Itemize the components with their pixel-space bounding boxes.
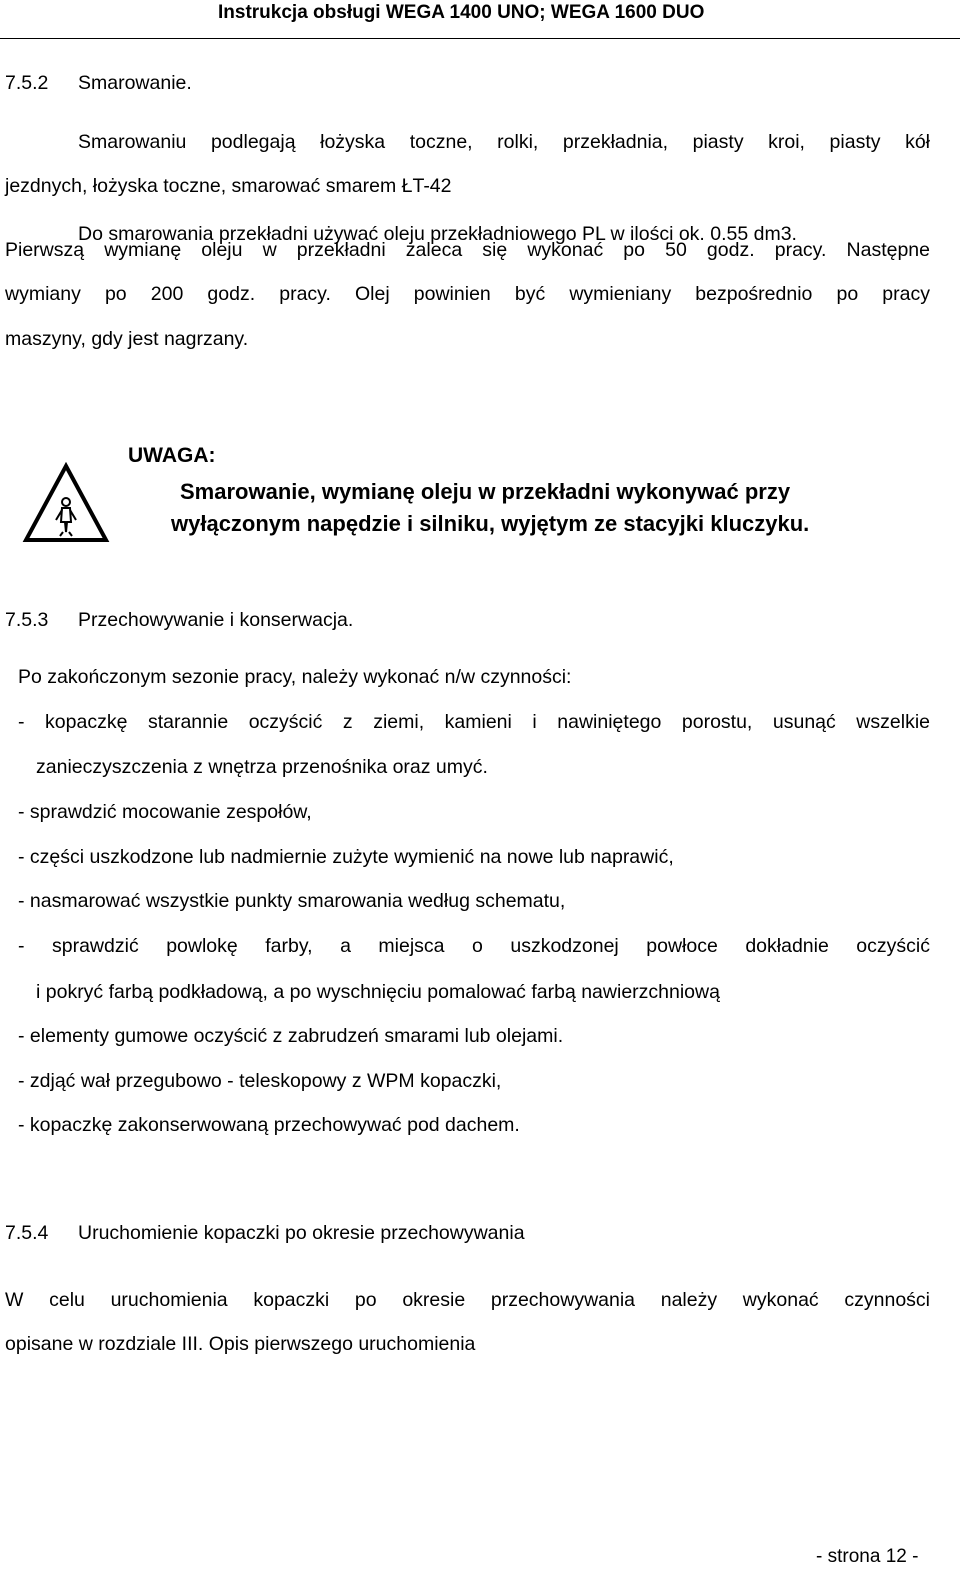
section-754-number: 7.5.4 [5, 1222, 49, 1244]
section-753-intro: Po zakończonym sezonie pracy, należy wykonać n/w czynności: [18, 666, 572, 688]
section-752-paragraph-2-line-3: wymiany po 200 godz. pracy. Olej powinien być wymieniany bezpośrednio po pracy [5, 283, 930, 305]
header-rule [0, 38, 960, 39]
section-752-number: 7.5.2 [5, 72, 49, 94]
list-item-3: - części uszkodzone lub nadmiernie zużyte wymienić na nowe lub naprawić, [18, 846, 674, 868]
section-752-title: Smarowanie. [78, 72, 192, 94]
list-item-1-line-2: zanieczyszczenia z wnętrza przenośnika oraz umyć. [36, 756, 488, 778]
section-752-paragraph-2-line-2: Pierwszą wymianę oleju w przekładni zaleca się wykonać po 50 godz. pracy. Następne [5, 239, 930, 261]
list-item-6: - elementy gumowe oczyścić z zabrudzeń smarami lub olejami. [18, 1025, 564, 1047]
warning-text-line-2: wyłączonym napędzie i silniku, wyjętym ze stacyjki kluczyku. [171, 511, 810, 536]
list-item-2: - sprawdzić mocowanie zespołów, [18, 801, 312, 823]
list-item-4: - nasmarować wszystkie punkty smarowania według schematu, [18, 890, 566, 912]
section-752-paragraph-2-line-1: Do smarowania przekładni używać oleju przekładniowego PL w ilości ok. 0.55 dm3. [78, 223, 797, 245]
section-752-paragraph-2-line-4: maszyny, gdy jest nagrzany. [5, 328, 249, 350]
page-number: - strona 12 - [816, 1546, 919, 1567]
list-item-5-line-2: i pokryć farbą podkładową, a po wyschnięciu pomalować farbą nawierzchniową [36, 981, 720, 1003]
section-753-number: 7.5.3 [5, 609, 49, 631]
document-header: Instrukcja obsługi WEGA 1400 UNO; WEGA 1600 DUO [218, 2, 705, 23]
list-item-1-line-1: - kopaczkę starannie oczyścić z ziemi, kamieni i nawiniętego porostu, usunąć wszelkie [18, 711, 930, 733]
section-752-paragraph-1-line-1: Smarowaniu podlegają łożyska toczne, rolki, przekładnia, piasty kroi, piasty kół [78, 131, 930, 153]
list-item-7: - zdjąć wał przegubowo - teleskopowy z WPM kopaczki, [18, 1070, 502, 1092]
section-754-line-2: opisane w rozdziale III. Opis pierwszego uruchomienia [5, 1333, 476, 1355]
list-item-5-line-1: - sprawdzić powlokę farby, a miejsca o uszkodzonej powłoce dokładnie oczyścić [18, 935, 930, 957]
section-754-line-1: W celu uruchomienia kopaczki po okresie przechowywania należy wykonać czynności [5, 1289, 930, 1311]
list-item-8: - kopaczkę zakonserwowaną przechowywać pod dachem. [18, 1114, 520, 1136]
warning-text-line-1: Smarowanie, wymianę oleju w przekładni wykonywać przy [180, 479, 791, 504]
section-753-title: Przechowywanie i konserwacja. [78, 609, 354, 631]
section-754-title: Uruchomienie kopaczki po okresie przechowywania [78, 1222, 525, 1244]
warning-triangle-person-icon [22, 462, 110, 544]
warning-label: UWAGA: [128, 444, 216, 467]
section-752-paragraph-1-line-2: jezdnych, łożyska toczne, smarować smarem ŁT-42 [5, 175, 452, 197]
